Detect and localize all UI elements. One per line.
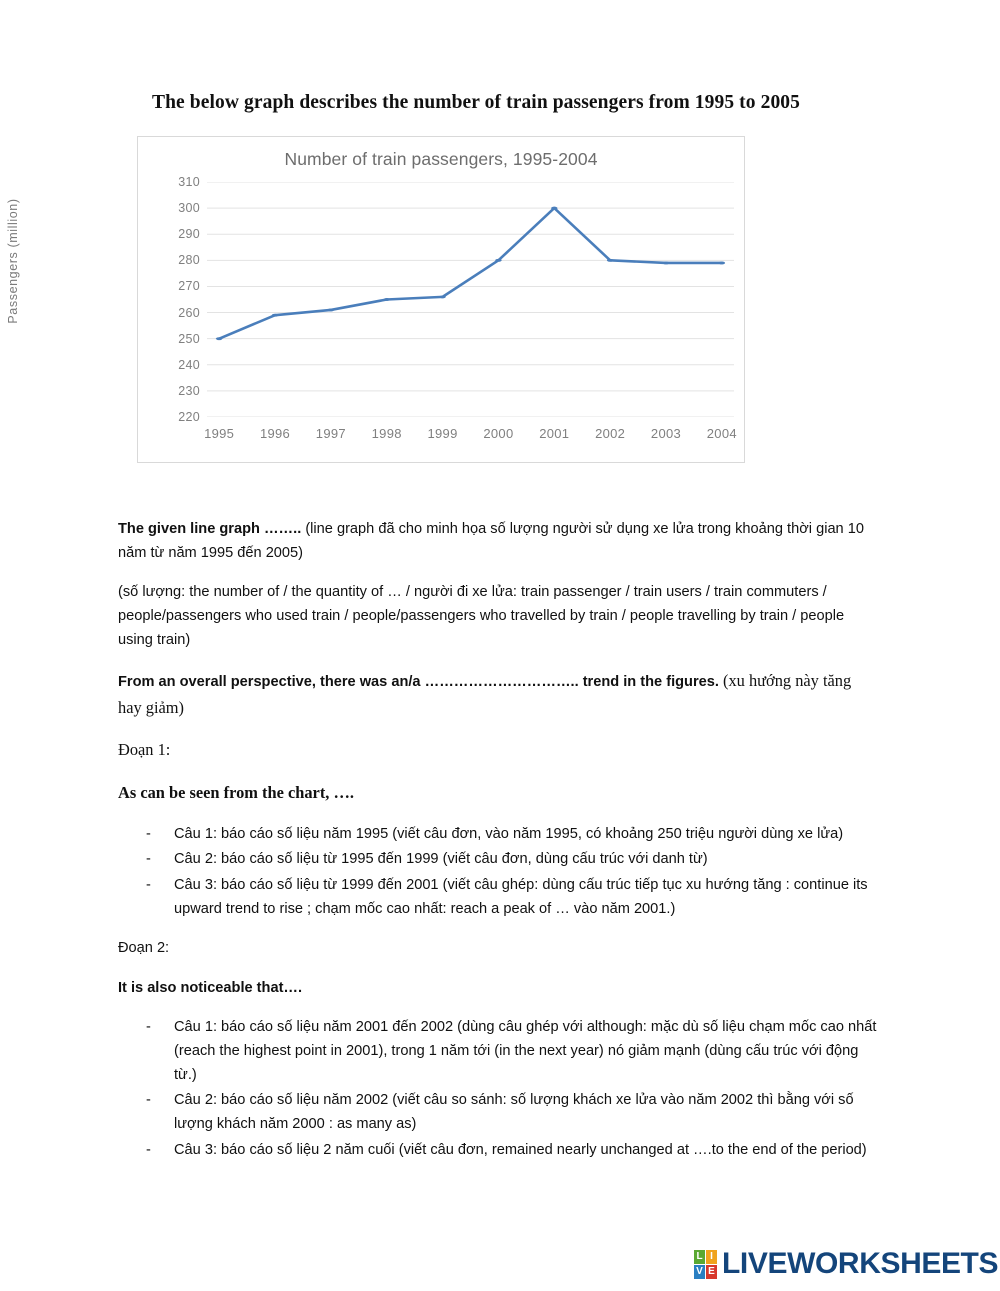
list-item-text: Câu 2: báo cáo số liệu năm 2002 (viết câu so sánh: số lượng khách xe lửa vào năm 2002 thì bằng với số lượng khách năm 2000 : as many as) <box>174 1092 854 1133</box>
chart-y-tick-label: 260 <box>178 305 200 320</box>
dash-marker: - <box>146 825 151 842</box>
list-item-text: Câu 1: báo cáo số liệu năm 2001 đến 2002 (dùng câu ghép với although: mặc dù số liệu chạm mốc cao nhất (reach the highest point in 2001), trong 1 năm tới (in the next year) nó giảm mạnh (dùng cấu trúc với động từ.) <box>174 1019 877 1083</box>
chart-x-tick-label: 2003 <box>650 426 682 441</box>
chart-x-tick-label: 2002 <box>595 426 626 441</box>
chart-gridlines <box>207 182 734 417</box>
chart-data-point <box>272 314 278 317</box>
chart-y-tick-label: 220 <box>178 410 200 424</box>
dash-marker: - <box>146 876 151 893</box>
chart-title: Number of train passengers, 1995-2004 <box>284 149 598 169</box>
given-line-graph-rest: (line graph đã cho minh họa số lượng người sử dụng xe lửa trong khoảng thời gian 10 năm từ năm 1995 đến 2005) <box>118 521 864 561</box>
liveworksheets-logo-mark <box>694 1250 717 1279</box>
list-item-text: Câu 1: báo cáo số liệu năm 1995 (viết câu đơn, vào năm 1995, có khoảng 250 triệu người dùng xe lửa) <box>174 825 844 842</box>
chart-y-tick-label: 250 <box>178 331 200 346</box>
overall-perspective-bold: From an overall perspective, there was an/a ………………………….. trend in the figures. <box>118 674 719 691</box>
chart-data-point <box>551 207 557 210</box>
chart-x-tick-label: 1996 <box>259 426 291 441</box>
chart-data-point <box>719 262 725 265</box>
section-2-heading <box>118 977 878 1001</box>
logo-letter-tile: I <box>706 1250 717 1264</box>
logo-letter-tile: E <box>706 1265 717 1279</box>
section-1-heading <box>118 780 878 807</box>
section-1-heading-text: As can be seen from the chart, …. <box>118 783 354 803</box>
chart-x-tick-label: 1998 <box>371 426 402 441</box>
chart-y-tick-label: 240 <box>178 357 200 372</box>
chart-data-point <box>383 298 389 301</box>
section-2-list <box>118 1016 878 1162</box>
worksheet-body <box>118 518 878 1178</box>
paragraph-overall-perspective <box>118 668 878 721</box>
list-item <box>144 848 878 872</box>
list-item-text: Câu 3: báo cáo số liệu 2 năm cuối (viết câu đơn, remained nearly unchanged at ….to the end of the period) <box>174 1141 867 1158</box>
chart-x-tick-label: 1999 <box>427 426 458 441</box>
chart-data-point <box>439 295 445 298</box>
chart-data-point <box>216 337 222 340</box>
chart-y-tick-label: 310 <box>178 175 200 189</box>
section-1-list <box>118 823 878 922</box>
chart-x-tick-label: 1997 <box>315 426 346 441</box>
chart-data-point <box>495 259 501 262</box>
chart-data-line <box>219 208 722 339</box>
paragraph-given-line-graph <box>118 518 878 565</box>
dash-marker: - <box>146 1141 151 1158</box>
chart-x-tick-label: 1995 <box>204 426 235 441</box>
chart-svg <box>207 182 734 417</box>
chart-y-tick-label: 230 <box>178 383 200 398</box>
liveworksheets-logo <box>694 1249 998 1279</box>
list-item <box>144 1139 878 1163</box>
logo-letter-tile: L <box>694 1250 705 1264</box>
list-item-text: Câu 3: báo cáo số liệu từ 1999 đến 2001 (viết câu ghép: dùng cấu trúc tiếp tục xu hướng tăng : continue its upward trend to rise ; chạm mốc cao nhất: reach a peak of … vào năm 2001.) <box>174 876 868 917</box>
list-item <box>144 823 878 847</box>
chart-x-tick-label: 2004 <box>706 426 737 441</box>
chart-y-tick-label: 300 <box>178 201 200 216</box>
page-title: The below graph describes the number of train passengers from 1995 to 2005 <box>152 92 800 113</box>
section-2-label: Đoạn 2: <box>118 940 170 957</box>
chart-y-tick-label: 280 <box>178 253 200 268</box>
list-item <box>144 874 878 921</box>
chart-data-markers <box>216 207 725 340</box>
list-item <box>144 1089 878 1136</box>
chart-plot-area <box>178 175 737 441</box>
given-line-graph-bold: The given line graph …….. <box>118 521 302 537</box>
chart-y-tick-label: 290 <box>178 227 200 242</box>
dash-marker: - <box>146 1092 151 1109</box>
chart-y-tick-label: 270 <box>178 279 200 294</box>
overall-perspective-rest: (xu hướng này tăng hay giảm) <box>118 671 852 717</box>
logo-letter-tile: V <box>694 1265 705 1279</box>
chart-data-point <box>607 259 613 262</box>
list-item <box>144 1016 878 1087</box>
dash-marker: - <box>146 1019 151 1036</box>
liveworksheets-wordmark: LIVEWORKSHEETS <box>722 1247 999 1280</box>
chart-x-tick-label: 2000 <box>483 426 514 441</box>
dash-marker: - <box>146 851 151 868</box>
line-chart <box>6 136 745 463</box>
chart-data-point <box>328 309 334 312</box>
section-2-heading-text: It is also noticeable that…. <box>118 979 303 996</box>
chart-x-tick-label: 2001 <box>539 426 570 441</box>
chart-y-axis-label: Passengers (million) <box>6 198 20 324</box>
section-1-label: Đoạn 1: <box>118 740 171 760</box>
list-item-text: Câu 2: báo cáo số liệu từ 1995 đến 1999 (viết câu đơn, dùng cấu trúc với danh từ) <box>174 851 708 868</box>
paragraph-vocabulary: (số lượng: the number of / the quantity of … / người đi xe lửa: train passenger / train users / train commuters / people/passengers who used train / people/passengers who travelled by train / people travelling by train / people using train) <box>118 584 845 648</box>
chart-data-point <box>663 262 669 265</box>
